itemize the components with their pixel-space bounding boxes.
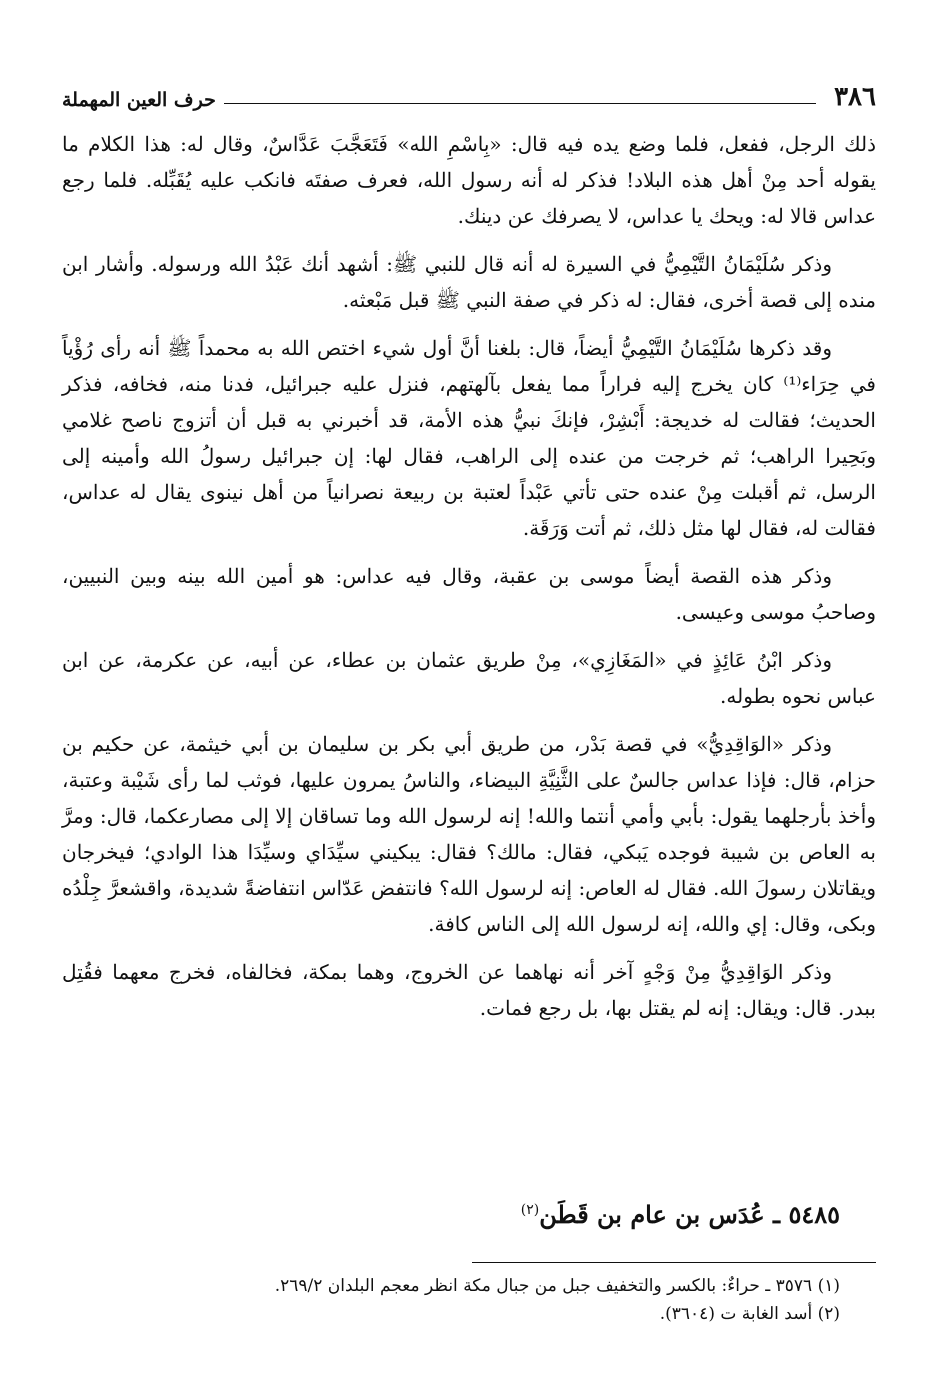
entry-title-text: ٥٤٨٥ ـ عُدَس بن عام بن قَطَن bbox=[539, 1200, 840, 1229]
entry-footnote-mark: (٢) bbox=[520, 1202, 540, 1218]
page-body bbox=[62, 126, 876, 1038]
footnote-divider bbox=[472, 1262, 876, 1263]
paragraph: وذكر «الوَاقِدِيُّ» في قصة بَدْر، من طريق أبي بكر بن سليمان بن أبي خيثمة، عن حكيم بن حزام، قال: فإذا عداس جالسٌ على الثَّنِيَّةِ البيضاء، والناسُ يمرون عليها، فوثب لما رأى شَيْبة وعتبة، وأخذ بأرجلهما يقول: بأبي وأمي أنتما والله! إنه لرسول الله وما تساقان إلا إلى مصارعكما، قال: ومرَّ به العاص بن شيبة فوجده يَبكي، فقال: مالك؟ فقال: يبكيني سيِّدَاي وسيِّدَا هذا الوادي؛ فيخرجان ويقاتلان رسولَ الله. فقال له العاص: إنه لرسول الله؟ فانتفض عَدّاس انتفاضةً شديدة، واقشعرَّ جِلْدُه وبكى، وقال: إي والله، إنه لرسول الله إلى الناس كافة. bbox=[62, 732, 876, 936]
page-header bbox=[62, 70, 876, 110]
page-number: ٣٨٦ bbox=[834, 82, 876, 112]
footnotes bbox=[62, 1272, 840, 1328]
paragraph: وذكر الوَاقِدِيُّ مِنْ وَجْهٍ آخر أنه نهاهما عن الخروج، وهما بمكة، فخالفاه، فخرج معهما فقُتِل ببدر. قال: ويقال: إنه لم يقتل بها، بل رجع فمات. bbox=[62, 960, 876, 1020]
running-title: حرف العين المهملة bbox=[62, 89, 216, 111]
header-rule bbox=[224, 103, 816, 104]
paragraph: وقد ذكرها سُلَيْمَانُ التَّيْمِيُّ أيضاً، قال: بلغنا أنَّ أول شيء اختص الله به محمداً ﷺ أنه رأى رُؤْياً في حِرَاء⁽¹⁾ كان يخرج إليه فراراً مما يفعل بآلهتهم، فنزل عليه جبرائيل، فدنا منه، فخافه، فذكر الحديث؛ فقالت له خديجة: أَبْشِرْ، فإنكَ نبيُّ هذه الأمة، قد أخبرني به قبل أن أتزوج ناصح غلامي وبَحِيرا الراهب؛ ثم خرجت من عنده إلى الراهب، فقال لها: إن جبرائيل رسولُ الله وأمينه إلى الرسل، ثم أقبلت مِنْ عنده حتى تأتي عَبْداً لعتبة بن ربيعة نصرانياً من أهل نينوى يقال له عداس، فقالت له، فقال لها مثل ذلك، ثم أتت وَرَقَة. bbox=[62, 336, 877, 540]
footnote: (١) ٣٥٧٦ ـ حراءٌ: بالكسر والتخفيف جبل من جبال مكة انظر معجم البلدان ٢٦٩/٢. bbox=[274, 1276, 840, 1296]
footnote: (٢) أسد الغابة ت (٣٦٠٤). bbox=[659, 1304, 840, 1324]
paragraph: وذكر ابْنُ عَائِذٍ في «المَغَازِي»، مِنْ طريق عثمان بن عطاء، عن أبيه، عن عكرمة، عن ابن عباس نحوه بطوله. bbox=[62, 648, 876, 708]
paragraph: وذكر سُلَيْمَانُ التَّيْمِيُّ في السيرة له أنه قال للنبي ﷺ: أشهد أنك عَبْدُ الله ورسوله. وأشار ابن منده إلى قصة أخرى، فقال: له ذكر في صفة النبي ﷺ قبل مَبْعثه. bbox=[62, 252, 876, 312]
paragraph: ذلك الرجل، ففعل، فلما وضع يده فيه قال: «بِاسْمِ الله» فَتَعَجَّبَ عَدَّاسٌ، وقال له: هذا الكلام ما يقوله أحد مِنْ أهل هذه البلاد! فذكر له أنه رسول الله، فعرف صفتَه فانكب عليه يُقَبِّله. فلما رجع عداس قالا له: ويحك يا عداس، لا يصرفك عن دينك. bbox=[62, 132, 876, 228]
paragraph: وذكر هذه القصة أيضاً موسى بن عقبة، وقال فيه عداس: هو أمين الله بينه وبين النبيين، وصاحبُ موسى وعيسى. bbox=[62, 564, 876, 624]
entry-title bbox=[521, 1200, 840, 1229]
